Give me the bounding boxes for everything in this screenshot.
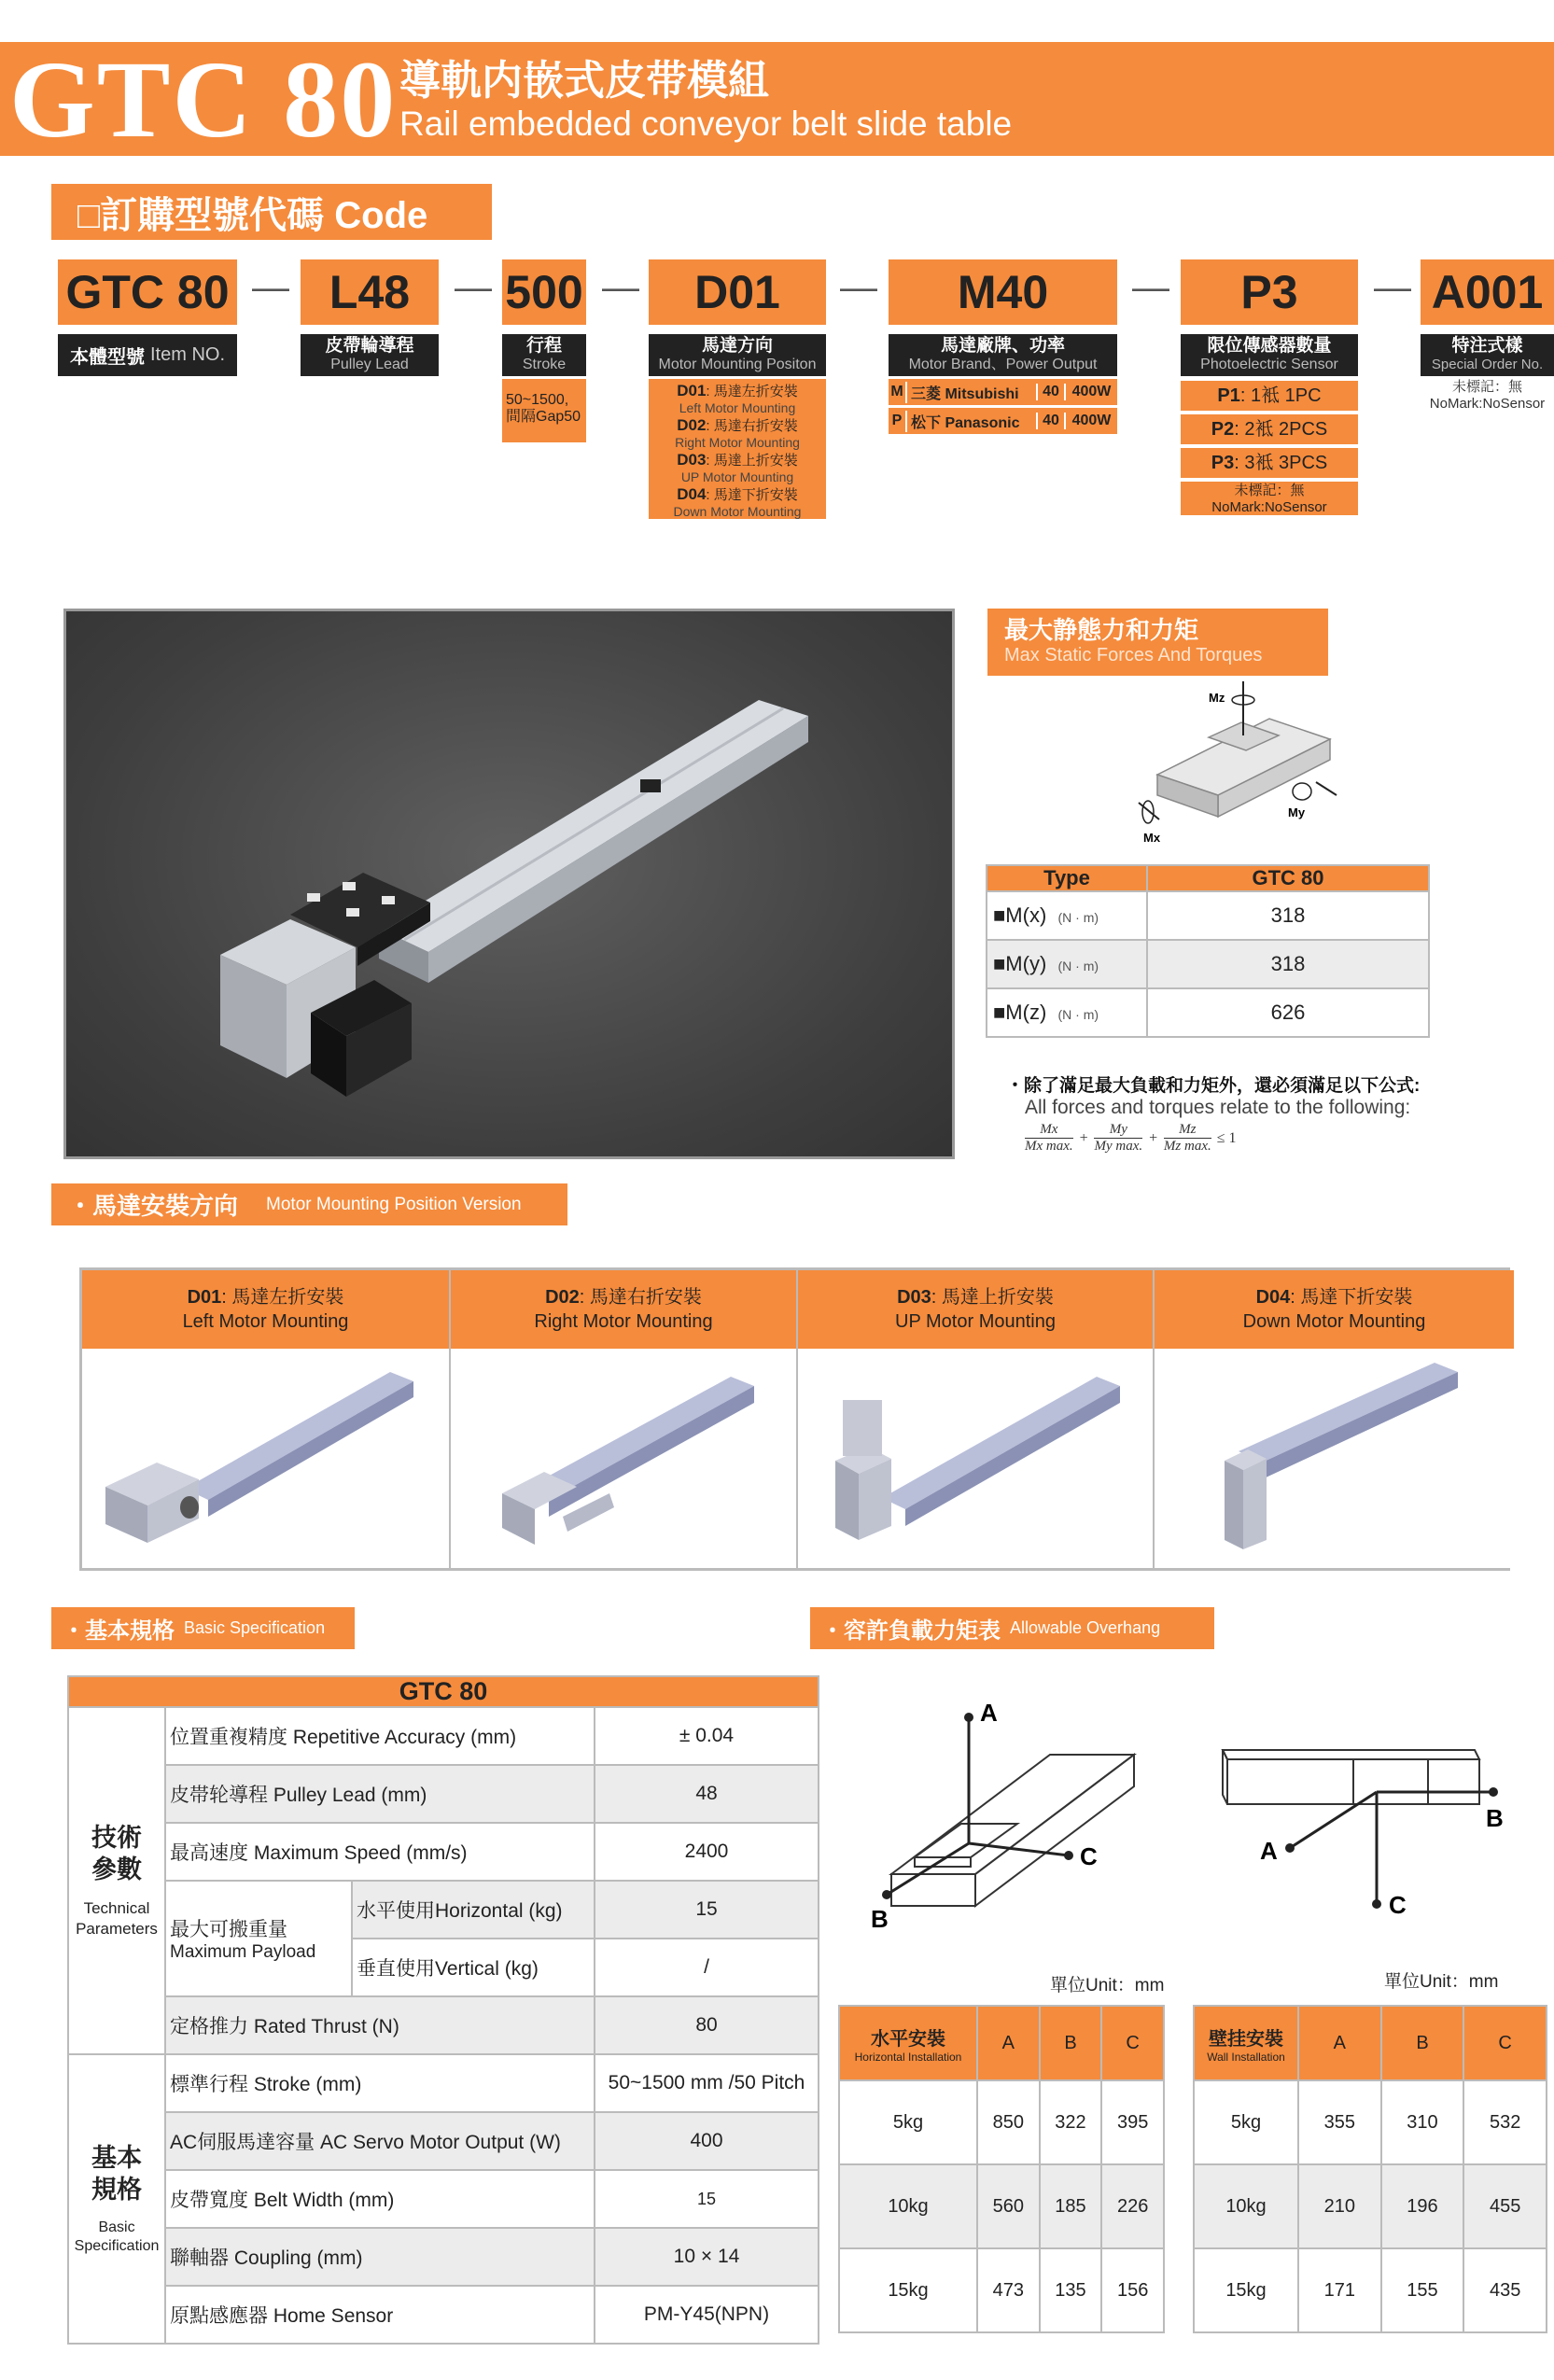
overhang-row: 10kg 210 196 455 [1194, 2164, 1547, 2248]
spec-row: 原點感應器 Home Sensor PM-Y45(NPN) [68, 2286, 819, 2344]
spec-table-title: GTC 80 [68, 1676, 819, 1707]
overhang-row: 15kg 473 135 156 [839, 2248, 1164, 2332]
svg-text:A: A [980, 1699, 998, 1727]
code-box-model: GTC 80 [58, 259, 237, 325]
title-chinese: 導軌内嵌式皮带模組 [399, 58, 769, 104]
spec-row: 定格推力 Rated Thrust (N) 80 [68, 1996, 819, 2054]
col-model: GTC 80 [1147, 865, 1429, 891]
sensor-option: P3: 3袛 3PCS [1181, 448, 1358, 478]
overhang-horizontal-diagram [863, 1699, 1162, 1932]
mount-d03: D03: 馬達上折安裝 UP Motor Mounting [798, 1270, 1155, 1568]
formula-note-cn: ・除了滿足最大負載和力矩外，還必須滿足以下公式: [1006, 1076, 1421, 1096]
stroke-range: 50~1500, 間隔Gap50 [502, 379, 586, 442]
spec-row: 皮帯轮導程 Pulley Lead (mm) 48 [68, 1765, 819, 1823]
overhang-row: 5kg 355 310 532 [1194, 2080, 1547, 2164]
overhang-unit-horizontal: 單位Unit：mm [1050, 1976, 1165, 1995]
motor-dir-option: D04: 馬達下折安裝 Down Motor Mounting [673, 485, 802, 519]
code-box-motor-brand: M40 [889, 259, 1117, 325]
product-photo [63, 609, 955, 1159]
force-row: ■M(z) (N · m) 626 [987, 988, 1429, 1037]
motor-dir-option: D01: 馬達左折安裝 Left Motor Mounting [677, 382, 798, 415]
overhang-heading: ・容許負載力矩表 Allowable Overhang [810, 1607, 1214, 1649]
motor-direction-options [649, 379, 826, 519]
product-render [66, 611, 955, 1159]
overhang-row: 5kg 850 322 395 [839, 2080, 1164, 2164]
spec-row: AC伺服馬達容量 AC Servo Motor Output (W) 400 [68, 2112, 819, 2170]
mount-d01: D01: 馬達左折安裝 Left Motor Mounting [82, 1270, 451, 1568]
force-row: ■M(y) (N · m) 318 [987, 940, 1429, 988]
spec-row: 皮帶寬度 Belt Width (mm) 15 [68, 2170, 819, 2228]
order-code-heading: □訂購型號代碼 Code [51, 184, 492, 240]
overhang-row: 10kg 560 185 226 [839, 2164, 1164, 2248]
stroke-label: 行程 Stroke [502, 334, 586, 376]
mount-d02: D02: 馬達右折安裝 Right Motor Mounting [451, 1270, 798, 1568]
formula: Mx Mx max. + My My max. + Mz Mz max. ≤ 1 [1025, 1122, 1237, 1154]
code-dash: — [1132, 267, 1169, 308]
moment-diagram [1120, 681, 1344, 859]
overhang-wall-diagram [1213, 1731, 1521, 1927]
col-type: Type [987, 865, 1147, 891]
motor-brand-row: P 松下 Panasonic 40 400W [889, 408, 1117, 434]
sensor-option: P1: 1袛 1PC [1181, 381, 1358, 411]
code-box-motor-dir: D01 [649, 259, 826, 325]
code-dash: — [840, 267, 877, 308]
force-row: ■M(x) (N · m) 318 [987, 891, 1429, 940]
motor-dir-option: D03: 馬達上折安裝 UP Motor Mounting [677, 451, 798, 484]
mount-d01-render [82, 1349, 449, 1563]
special-order-label: 特注式樣 Special Order No. [1421, 334, 1554, 376]
motor-brand-options [889, 379, 1117, 434]
basic-spec-heading: ・基本規格 Basic Specification [51, 1607, 355, 1649]
code-box-pulley: L48 [301, 259, 439, 325]
overhang-row: 15kg 171 155 435 [1194, 2248, 1547, 2332]
code-dash: — [1374, 267, 1411, 308]
svg-text:My: My [1288, 805, 1306, 819]
code-box-special: A001 [1421, 259, 1554, 325]
svg-text:A: A [1260, 1837, 1278, 1865]
group-basic: 基本 規格 Basic Specification [68, 2054, 165, 2344]
mount-d04: D04: 馬達下折安裝 Down Motor Mounting [1155, 1270, 1514, 1568]
code-dash: — [602, 267, 639, 308]
static-forces-table [986, 864, 1430, 1038]
svg-text:B: B [871, 1905, 889, 1932]
sensor-none: 未標記：無 NoMark:NoSensor [1181, 482, 1358, 515]
mount-d04-render [1155, 1349, 1514, 1563]
svg-text:B: B [1486, 1804, 1504, 1832]
code-dash: — [252, 267, 289, 308]
spec-row: 基本 規格 Basic Specification 標準行程 Stroke (mm) 50~1500 mm /50 Pitch [68, 2054, 819, 2112]
svg-text:Mz: Mz [1209, 691, 1225, 705]
code-dash: — [455, 267, 492, 308]
svg-text:Mx: Mx [1143, 831, 1161, 845]
motor-mount-grid [79, 1267, 1510, 1571]
spec-row: 垂直使用Vertical (kg) / [68, 1939, 819, 1996]
motor-direction-label: 馬達方向 Motor Mounting Positon [649, 334, 826, 376]
motor-brand-label: 馬達廠牌、功率 Motor Brand、Power Output [889, 334, 1117, 376]
title-english: Rail embedded conveyor belt slide table [399, 105, 1013, 143]
code-box-sensor: P3 [1181, 259, 1358, 325]
overhang-unit-wall: 單位Unit：mm [1384, 1972, 1499, 1992]
svg-text:C: C [1389, 1891, 1407, 1919]
basic-spec-table [67, 1675, 819, 2345]
payload-label: 最大可搬重量 Maximum Payload [165, 1881, 352, 1996]
static-forces-heading: 最大静態力和力矩 Max Static Forces And Torques [987, 609, 1328, 676]
sensor-options [1181, 381, 1358, 515]
svg-text:C: C [1080, 1842, 1098, 1870]
motor-dir-option: D02: 馬達右折安裝 Right Motor Mounting [675, 416, 800, 450]
special-none: 未標記：無 NoMark:NoSensor [1429, 379, 1546, 412]
mount-d02-render [451, 1349, 796, 1563]
motor-mount-heading: ・馬達安裝方向 Motor Mounting Position Version [51, 1183, 567, 1225]
model-title: GTC 80 [9, 38, 398, 161]
group-technical: 技術 參數 Technical Parameters [68, 1707, 165, 2054]
formula-note-en: All forces and torques relate to the following: [1025, 1097, 1411, 1118]
code-box-stroke: 500 [502, 259, 586, 325]
spec-row: 聯軸器 Coupling (mm) 10 × 14 [68, 2228, 819, 2286]
spec-row: 最大可搬重量 Maximum Payload 水平使用Horizontal (kg) 15 [68, 1881, 819, 1939]
mount-d03-render [798, 1349, 1153, 1563]
sensor-label: 限位傳感器數量 Photoelectric Sensor [1181, 334, 1358, 376]
overhang-horizontal-table: 水平安裝 Horizontal Installation A B C 5kg 850 322 395 10kg 560 185 226 15kg 473 135 156 [838, 2005, 1165, 2333]
sensor-option: P2: 2袛 2PCS [1181, 414, 1358, 444]
overhang-wall-table: 壁挂安裝 Wall Installation A B C 5kg 355 310 532 10kg 210 196 455 15kg 171 155 435 [1193, 2005, 1547, 2333]
spec-row: 技術 參數 Technical Parameters 位置重複精度 Repetitive Accuracy (mm) ± 0.04 [68, 1707, 819, 1765]
spec-row: 最高速度 Maximum Speed (mm/s) 2400 [68, 1823, 819, 1881]
item-no-label: 本體型號 Item NO. [58, 334, 237, 376]
motor-brand-row: M 三菱 Mitsubishi 40 400W [889, 379, 1117, 405]
pulley-lead-label: 皮帶輪導程 Pulley Lead [301, 334, 439, 376]
